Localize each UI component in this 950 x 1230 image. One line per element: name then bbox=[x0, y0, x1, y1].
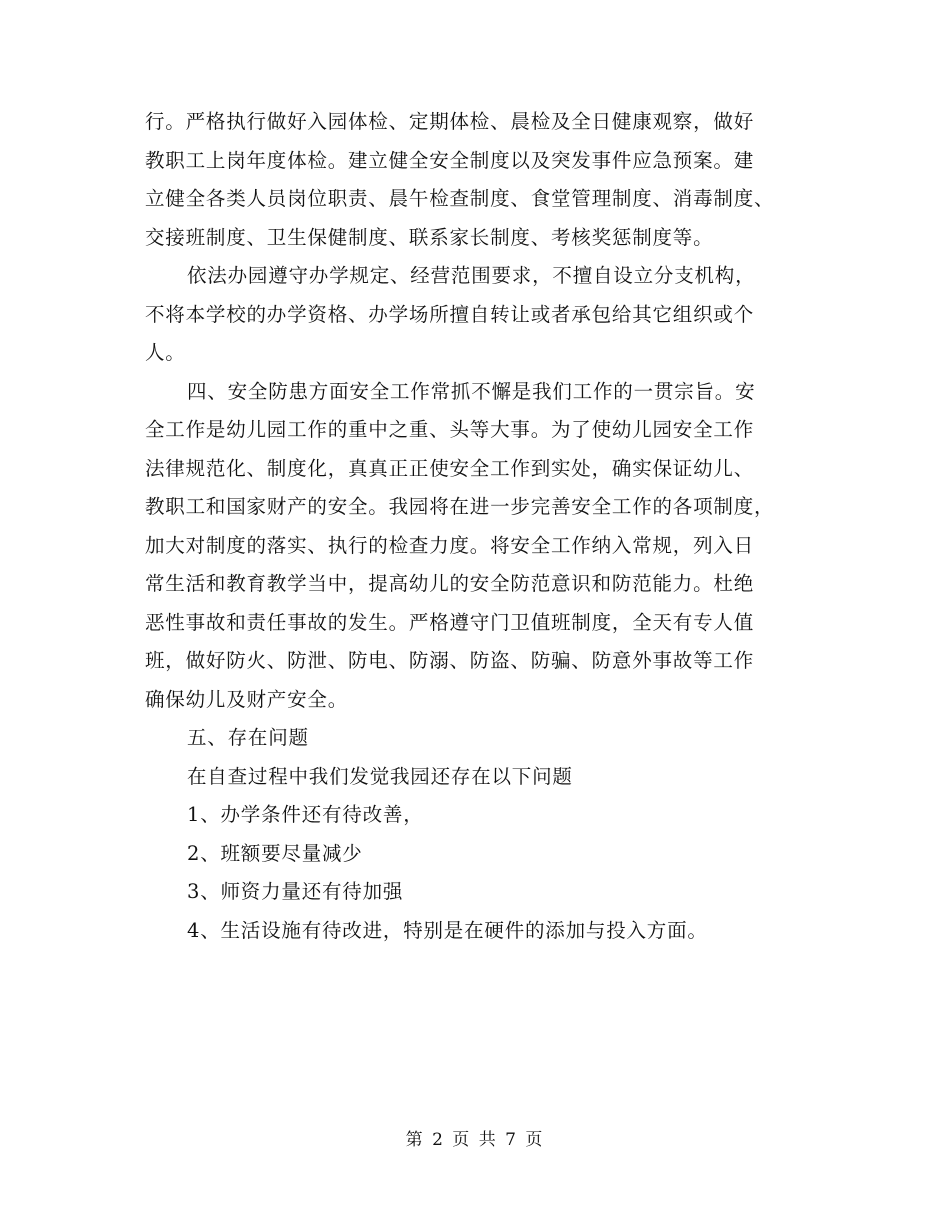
text-line: 确保幼儿及财产安全。 bbox=[145, 687, 349, 711]
text-line: 法律规范化、制度化，真真正正使安全工作到实处，确实保证幼儿、 bbox=[145, 456, 755, 480]
text-line: 立健全各类人员岗位职责、晨午检查制度、食堂管理制度、消毒制度、 bbox=[145, 187, 775, 210]
text-line: 不将本学校的办学资格、办学场所擅自转让或者承包给其它组织或个 bbox=[145, 302, 755, 326]
text-line: 依法办园遵守办学规定、经营范围要求，不擅自设立分支机构， bbox=[187, 264, 756, 287]
text-line: 常生活和教育教学当中，提高幼儿的安全防范意识和防范能力。杜绝 bbox=[145, 572, 755, 595]
text-line: 恶性事故和责任事故的发生。严格遵守门卫值班制度，全天有专人值 bbox=[145, 610, 755, 634]
page-footer: 第 2 页 共 7 页 bbox=[405, 1130, 545, 1150]
text-line: 1、办学条件还有待改善， bbox=[187, 803, 424, 826]
text-line: 交接班制度、卫生保健制度、联系家长制度、考核奖惩制度等。 bbox=[145, 225, 714, 249]
document-body bbox=[145, 103, 815, 950]
text-line: 在自查过程中我们发觉我园还存在以下问题 bbox=[187, 764, 573, 788]
text-line: 行。严格执行做好入园体检、定期体检、晨检及全日健康观察，做好 bbox=[145, 110, 755, 133]
text-line: 2、班额要尽量减少 bbox=[187, 841, 363, 865]
text-line: 教职工上岗年度体检。建立健全安全制度以及突发事件应急预案。建 bbox=[145, 148, 755, 172]
text-line: 五、存在问题 bbox=[187, 726, 309, 749]
text-line: 全工作是幼儿园工作的重中之重、头等大事。为了使幼儿园安全工作 bbox=[145, 418, 755, 441]
text-line: 3、师资力量还有待加强 bbox=[187, 880, 404, 903]
text-line: 4、生活设施有待改进，特别是在硬件的添加与投入方面。 bbox=[187, 918, 708, 942]
text-line: 四、安全防患方面安全工作常抓不懈是我们工作的一贯宗旨。安 bbox=[187, 379, 756, 403]
text-line: 加大对制度的落实、执行的检查力度。将安全工作纳入常规，列入日 bbox=[145, 533, 755, 557]
text-line: 教职工和国家财产的安全。我园将在进一步完善安全工作的各项制度， bbox=[145, 495, 775, 518]
text-line: 班，做好防火、防泄、防电、防溺、防盗、防骗、防意外事故等工作 bbox=[145, 649, 755, 672]
text-line: 人。 bbox=[145, 341, 186, 364]
